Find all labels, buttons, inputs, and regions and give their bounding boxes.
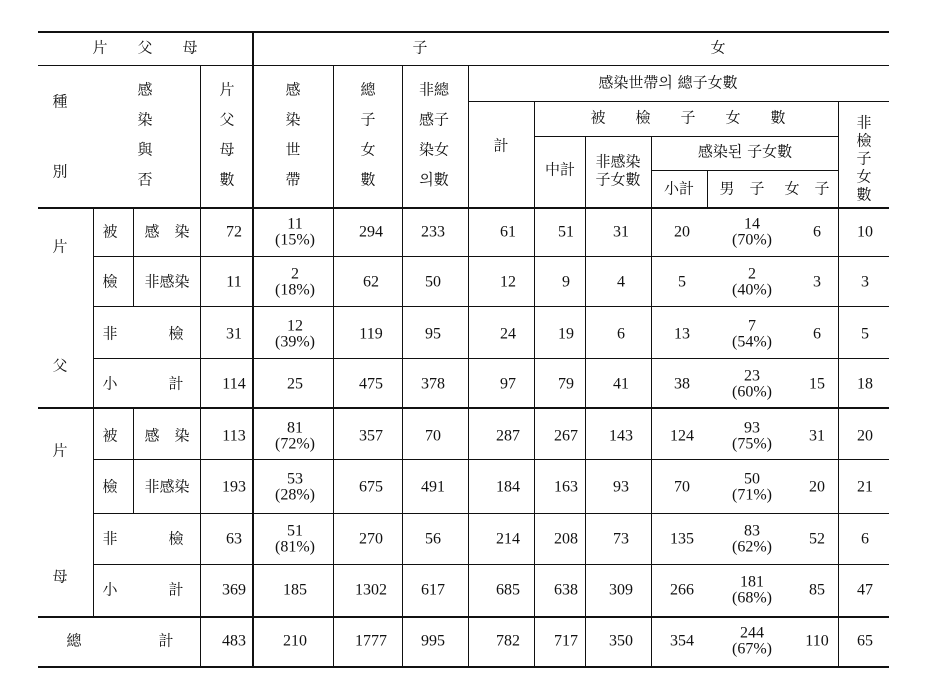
cell-parent-count: 31 (226, 325, 242, 343)
cell-parent-count: 63 (226, 530, 242, 548)
group-label: 父 (52, 356, 68, 375)
cell-total-children: 294 (359, 223, 383, 241)
total-female: 110 (805, 632, 829, 650)
cell-total-children: 119 (359, 325, 383, 343)
header-non-examined: 檢 (856, 131, 872, 150)
cell-male: 7 (748, 317, 756, 335)
header-female-col: 女 子 (784, 179, 830, 198)
cell-small-subtotal: 13 (674, 325, 690, 343)
cell-male-percent: (70%) (732, 231, 772, 249)
cell-sum: 214 (496, 530, 520, 548)
cell-non-infected: 143 (609, 427, 633, 445)
total-mid-subtotal: 717 (554, 632, 578, 650)
cell-mid-subtotal: 638 (554, 581, 578, 599)
header-parent-count: 片 (219, 80, 235, 99)
total-male-percent: (67%) (732, 640, 772, 658)
cell-parent-count: 193 (222, 478, 246, 496)
cell-total-children: 270 (359, 530, 383, 548)
cell-mid-subtotal: 9 (562, 273, 570, 291)
header-infect-status: 染 (137, 110, 153, 129)
row-label: 非 (102, 529, 118, 548)
header-parent-count: 數 (219, 170, 235, 189)
total-label: 總 (66, 631, 82, 650)
group-label: 片 (52, 237, 68, 256)
cell-non-examined: 5 (861, 325, 869, 343)
cell-small-subtotal: 266 (670, 581, 694, 599)
cell-households: 81 (287, 419, 303, 437)
total-parent-count: 483 (222, 632, 246, 650)
cell-male: 83 (744, 522, 760, 540)
cell-non-total: 50 (425, 273, 441, 291)
column-rule (93, 407, 94, 616)
cell-female: 20 (809, 478, 825, 496)
cell-households-percent: (18%) (275, 281, 315, 299)
row-label: 小 (102, 580, 118, 599)
cell-male: 181 (740, 573, 764, 591)
cell-female: 6 (813, 325, 821, 343)
cell-sum: 24 (500, 325, 516, 343)
header-non-total: 非總 (418, 80, 450, 99)
total-male: 244 (740, 624, 764, 642)
row-rule (38, 207, 889, 209)
row-label-examined: 檢 (102, 477, 118, 496)
cell-non-examined: 21 (857, 478, 873, 496)
cell-male-percent: (62%) (732, 538, 772, 556)
cell-total-children: 475 (359, 375, 383, 393)
total-households: 210 (283, 632, 307, 650)
cell-female: 85 (809, 581, 825, 599)
cell-sum: 287 (496, 427, 520, 445)
header-total-children: 數 (360, 170, 376, 189)
cell-male-percent: (68%) (732, 589, 772, 607)
column-rule (133, 407, 134, 513)
cell-small-subtotal: 124 (670, 427, 694, 445)
row-label: 計 (168, 374, 184, 393)
total-children: 1777 (355, 632, 387, 650)
cell-households-percent: (15%) (275, 231, 315, 249)
header-male: 男 子 (719, 179, 765, 198)
column-rule (707, 170, 708, 207)
header-household-children: 感染世帶의 總子女數 (598, 73, 738, 92)
cell-households: 53 (287, 470, 303, 488)
cell-female: 52 (809, 530, 825, 548)
cell-male-percent: (54%) (732, 333, 772, 351)
cell-households: 25 (287, 375, 303, 393)
header-non-infected: 非感染 (595, 152, 641, 171)
cell-non-examined: 18 (857, 375, 873, 393)
header-non-examined: 非 (856, 113, 872, 132)
cell-non-infected: 4 (617, 273, 625, 291)
cell-non-infected: 31 (613, 223, 629, 241)
header-non-infected: 子女數 (595, 170, 641, 189)
cell-non-infected: 73 (613, 530, 629, 548)
column-rule (333, 65, 334, 666)
cell-mid-subtotal: 208 (554, 530, 578, 548)
cell-mid-subtotal: 163 (554, 478, 578, 496)
header-non-examined: 子 (856, 149, 872, 168)
header-total-children: 子 (360, 110, 376, 129)
cell-non-examined: 3 (861, 273, 869, 291)
header-infect-status: 感 (137, 80, 153, 99)
column-rule (200, 65, 201, 666)
header-households: 帶 (285, 170, 301, 189)
cell-small-subtotal: 38 (674, 375, 690, 393)
cell-parent-count: 114 (222, 375, 246, 393)
cell-male-percent: (40%) (732, 281, 772, 299)
cell-male-percent: (75%) (732, 435, 772, 453)
row-rule (534, 136, 838, 137)
row-rule (38, 407, 889, 409)
cell-households: 12 (287, 317, 303, 335)
row-rule (468, 101, 889, 102)
row-rule (93, 459, 889, 460)
total-non-infected: 350 (609, 632, 633, 650)
column-rule (468, 65, 469, 666)
row-rule (93, 513, 889, 514)
row-label-examined: 被 (102, 426, 118, 445)
cell-sum: 97 (500, 375, 516, 393)
cell-male-percent: (71%) (732, 486, 772, 504)
cell-mid-subtotal: 267 (554, 427, 578, 445)
group-label: 母 (52, 567, 68, 586)
cell-parent-count: 113 (222, 427, 246, 445)
row-label-infection: 感 染 (144, 426, 190, 445)
row-label: 非 (102, 324, 118, 343)
row-label-examined: 被 (102, 222, 118, 241)
cell-non-total: 617 (421, 581, 445, 599)
row-label-examined: 檢 (102, 272, 118, 291)
total-non-examined: 65 (857, 632, 873, 650)
header-female: 女 (710, 38, 726, 57)
cell-male: 23 (744, 367, 760, 385)
row-rule (38, 666, 889, 668)
cell-sum: 61 (500, 223, 516, 241)
cell-male: 93 (744, 419, 760, 437)
cell-non-infected: 309 (609, 581, 633, 599)
group-label: 片 (52, 441, 68, 460)
header-mid-subtotal: 中計 (544, 160, 576, 179)
cell-non-infected: 41 (613, 375, 629, 393)
header-sum: 計 (493, 136, 509, 155)
cell-households-percent: (39%) (275, 333, 315, 351)
cell-households: 51 (287, 522, 303, 540)
cell-households-percent: (81%) (275, 538, 315, 556)
header-households: 感 (285, 80, 301, 99)
column-rule (585, 136, 586, 666)
cell-sum: 184 (496, 478, 520, 496)
cell-female: 15 (809, 375, 825, 393)
header-infected-children: 感染된 子女數 (697, 142, 793, 161)
cell-total-children: 675 (359, 478, 383, 496)
cell-small-subtotal: 135 (670, 530, 694, 548)
cell-small-subtotal: 20 (674, 223, 690, 241)
header-non-examined: 數 (856, 185, 872, 204)
total-sum: 782 (496, 632, 520, 650)
header-households: 染 (285, 110, 301, 129)
header-households: 世 (285, 140, 301, 159)
cell-parent-count: 11 (226, 273, 242, 291)
cell-non-examined: 6 (861, 530, 869, 548)
row-label-infection: 非感染 (144, 272, 190, 291)
cell-mid-subtotal: 79 (558, 375, 574, 393)
total-small-subtotal: 354 (670, 632, 694, 650)
cell-female: 3 (813, 273, 821, 291)
row-rule (93, 358, 889, 359)
row-rule (133, 256, 200, 257)
header-non-total: 의數 (419, 170, 449, 189)
cell-male: 14 (744, 215, 760, 233)
cell-mid-subtotal: 19 (558, 325, 574, 343)
cell-non-total: 491 (421, 478, 445, 496)
row-label: 檢 (168, 324, 184, 343)
cell-female: 6 (813, 223, 821, 241)
header-infect-status: 否 (137, 170, 153, 189)
cell-non-total: 233 (421, 223, 445, 241)
cell-sum: 685 (496, 581, 520, 599)
row-rule (93, 306, 889, 307)
column-rule (534, 101, 535, 666)
cell-sum: 12 (500, 273, 516, 291)
cell-households: 2 (291, 265, 299, 283)
cell-parent-count: 72 (226, 223, 242, 241)
header-total-children: 女 (360, 140, 376, 159)
cell-parent-count: 369 (222, 581, 246, 599)
cell-non-total: 56 (425, 530, 441, 548)
row-label: 計 (168, 580, 184, 599)
cell-non-total: 70 (425, 427, 441, 445)
column-rule (252, 31, 254, 666)
total-label: 計 (158, 631, 174, 650)
header-non-examined: 女 (856, 167, 872, 186)
row-label: 檢 (168, 529, 184, 548)
column-rule (93, 207, 94, 407)
header-non-total: 感子 (418, 110, 450, 129)
cell-non-examined: 20 (857, 427, 873, 445)
row-label: 小 (102, 374, 118, 393)
cell-non-infected: 93 (613, 478, 629, 496)
cell-female: 31 (809, 427, 825, 445)
cell-mid-subtotal: 51 (558, 223, 574, 241)
row-rule (38, 31, 889, 33)
column-rule (838, 101, 839, 666)
total-non: 995 (421, 632, 445, 650)
cell-total-children: 62 (363, 273, 379, 291)
row-label-infection: 非感染 (144, 477, 190, 496)
cell-non-total: 95 (425, 325, 441, 343)
cell-households: 11 (287, 215, 303, 233)
cell-total-children: 1302 (355, 581, 387, 599)
header-total-children: 總 (360, 80, 376, 99)
cell-small-subtotal: 5 (678, 273, 686, 291)
header-parent-count: 父 (219, 110, 235, 129)
cell-small-subtotal: 70 (674, 478, 690, 496)
row-label-infection: 感 染 (144, 222, 190, 241)
header-child: 子 (412, 38, 428, 57)
header-parent-single: 片 父 母 (92, 38, 198, 57)
row-rule (651, 170, 838, 171)
header-type: 種 (52, 92, 68, 111)
row-rule (38, 616, 889, 618)
cell-male: 50 (744, 470, 760, 488)
cell-households-percent: (72%) (275, 435, 315, 453)
column-rule (402, 65, 403, 666)
cell-non-total: 378 (421, 375, 445, 393)
header-small-subtotal: 小計 (663, 179, 695, 198)
header-infect-status: 與 (137, 140, 153, 159)
cell-non-examined: 10 (857, 223, 873, 241)
cell-households: 185 (283, 581, 307, 599)
row-rule (38, 65, 889, 66)
cell-non-examined: 47 (857, 581, 873, 599)
header-type: 別 (52, 162, 68, 181)
cell-male: 2 (748, 265, 756, 283)
row-rule (93, 256, 889, 257)
row-rule (133, 459, 200, 460)
cell-male-percent: (60%) (732, 383, 772, 401)
header-parent-count: 母 (219, 140, 235, 159)
header-non-total: 染女 (418, 140, 450, 159)
cell-households-percent: (28%) (275, 486, 315, 504)
cell-total-children: 357 (359, 427, 383, 445)
header-examined: 被 檢 子 女 數 (590, 108, 786, 127)
cell-non-infected: 6 (617, 325, 625, 343)
column-rule (651, 136, 652, 666)
row-rule (93, 564, 889, 565)
